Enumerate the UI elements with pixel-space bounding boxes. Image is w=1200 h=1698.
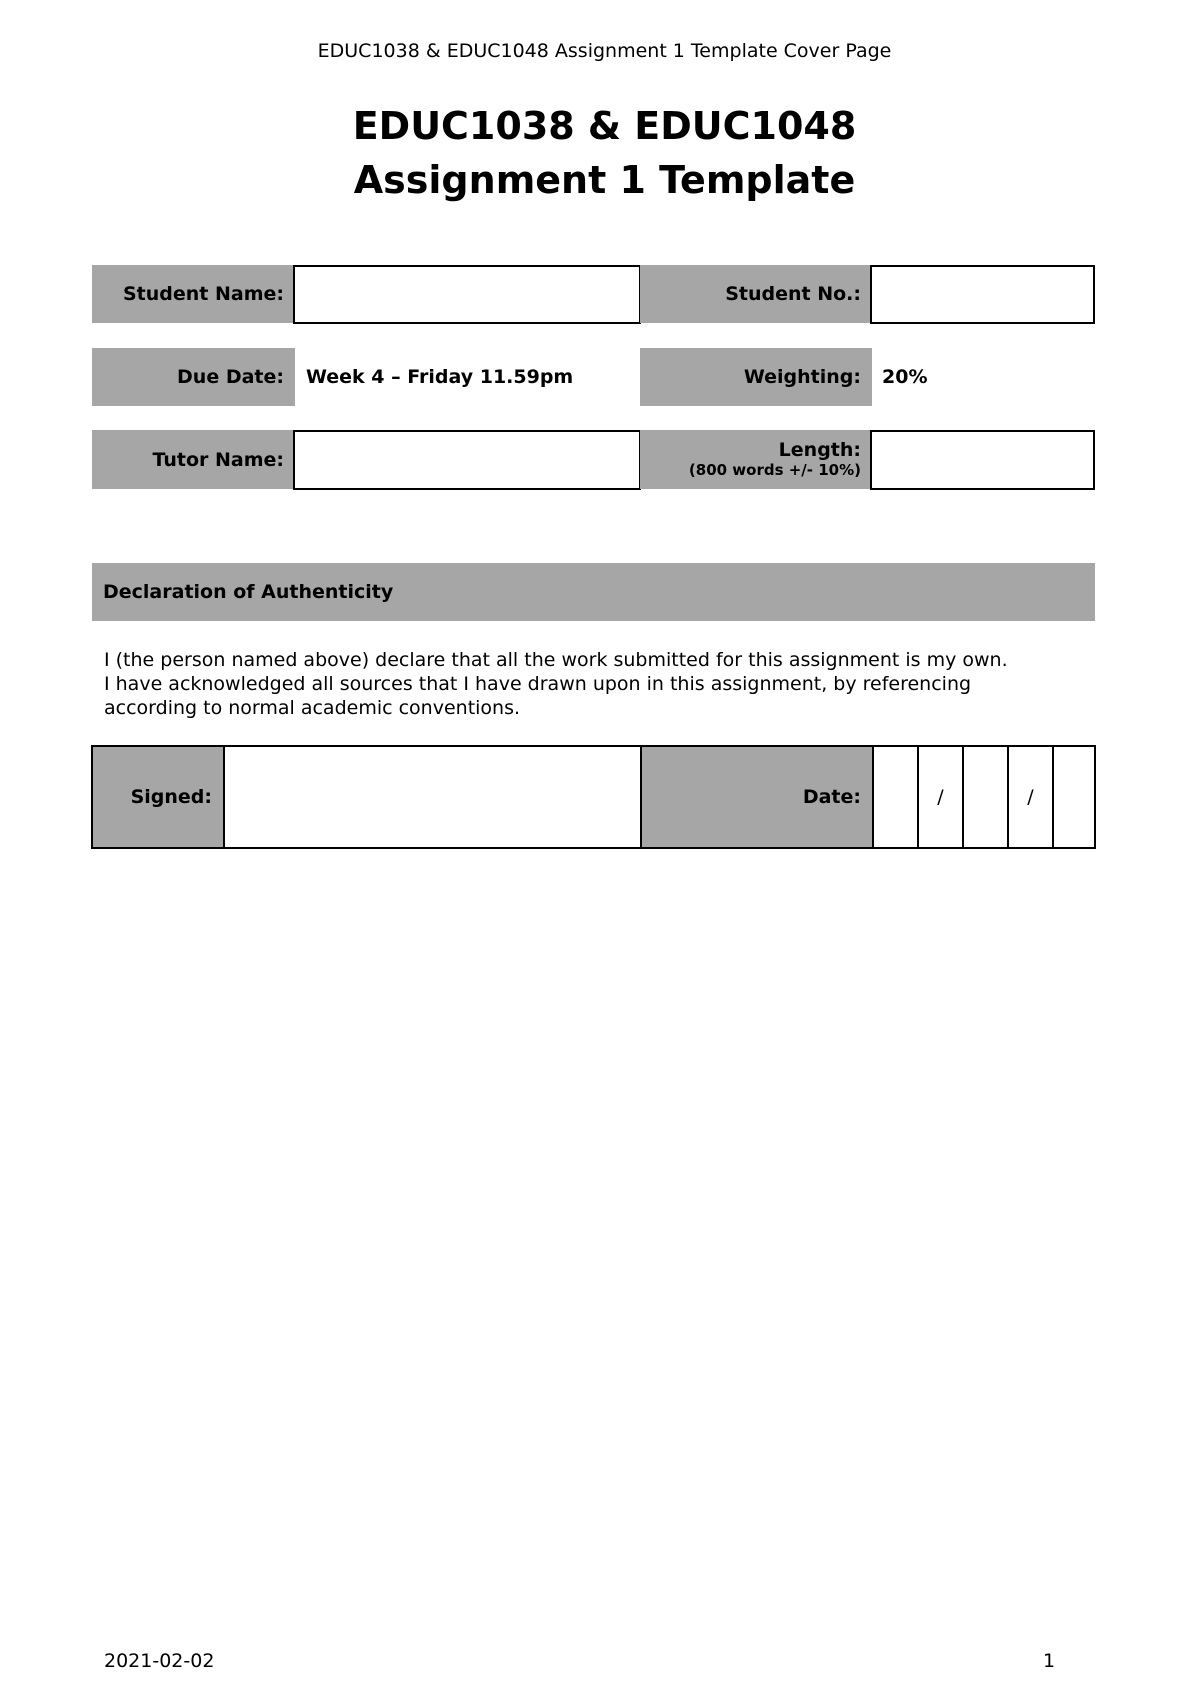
date-year-cell[interactable] (1052, 747, 1093, 847)
weighting-value: 20% (882, 366, 928, 388)
tutor-name-label: Tutor Name: (92, 430, 295, 489)
student-no-label: Student No.: (640, 265, 872, 323)
length-sublabel: (800 words +/- 10%) (688, 460, 861, 479)
declaration-line-2: I have acknowledged all sources that I have drawn upon in this assignment, by referencing (104, 673, 972, 695)
due-date-label: Due Date: (92, 348, 295, 406)
declaration-line-1: I (the person named above) declare that all the work submitted for this assignment is my own. (104, 649, 1008, 671)
page-title-line-2: Assignment 1 Template (353, 158, 856, 202)
footer-date: 2021-02-02 (104, 1650, 215, 1672)
length-label-cell (640, 430, 872, 489)
page-number: 1 (1043, 1650, 1056, 1672)
declaration-line-3: according to normal academic conventions. (104, 697, 521, 719)
due-date-value: Week 4 – Friday 11.59pm (306, 366, 574, 388)
page-title-line-1: EDUC1038 & EDUC1048 (352, 104, 857, 148)
date-separator-2: / (1007, 747, 1052, 847)
declaration-text (104, 648, 1104, 720)
signed-field[interactable] (223, 747, 640, 847)
declaration-heading: Declaration of Authenticity (92, 563, 1095, 621)
tutor-name-field[interactable] (293, 430, 641, 490)
running-header: EDUC1038 & EDUC1048 Assignment 1 Template Cover Page (317, 40, 892, 62)
signed-label: Signed: (93, 747, 223, 847)
student-name-field[interactable] (293, 265, 641, 324)
student-no-field[interactable] (870, 265, 1095, 324)
date-day-cell[interactable] (872, 747, 917, 847)
student-name-label: Student Name: (92, 265, 295, 323)
weighting-label: Weighting: (640, 348, 872, 406)
date-separator-1: / (917, 747, 962, 847)
signature-table (91, 745, 1096, 849)
length-field[interactable] (870, 430, 1095, 490)
date-month-cell[interactable] (962, 747, 1007, 847)
date-label: Date: (640, 747, 872, 847)
length-label: Length: (778, 438, 861, 461)
